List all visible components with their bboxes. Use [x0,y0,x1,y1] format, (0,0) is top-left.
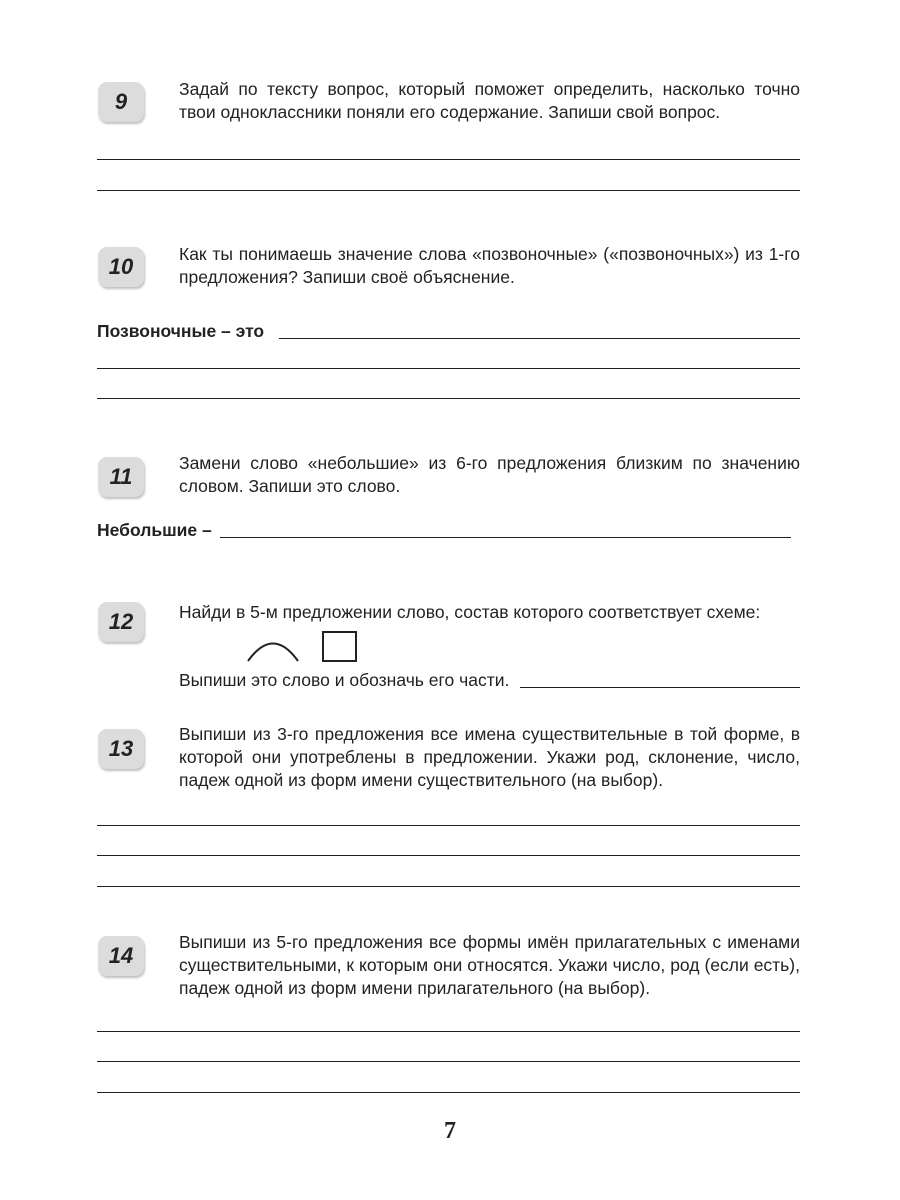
task-number: 14 [108,943,134,968]
answer-line[interactable] [279,338,800,339]
answer-line[interactable] [97,825,800,826]
task-text: Найди в 5-м предложении слово, состав которого соответствует схеме: [179,602,761,622]
task-number: 13 [108,736,134,761]
task-number-badge [98,247,144,287]
answer-line[interactable] [97,368,800,369]
task-number: 11 [109,464,133,489]
task-text: Выпиши из 5-го предложения все формы имён прилагательных с именами существительными, к которым они относятся. Укажи число, род (если есть), падеж одной из форм имени прилагательного (на выбор). [179,932,800,998]
task-text: Выпиши из 3-го предложения все имена существительные в той форме, в которой они употреблены в предложении. Укажи род, склонение, число, падеж одной из форм имени существительного (на выбор). [179,724,800,790]
task-text: Задай по тексту вопрос, который поможет определить, насколько точно твои одноклассники поняли его содержание. Запиши свой вопрос. [179,79,800,122]
task-number: 10 [108,254,134,279]
task-number-badge [98,729,144,769]
answer-line[interactable] [97,159,800,160]
answer-line[interactable] [520,687,800,688]
answer-line[interactable] [220,537,791,538]
task-number: 12 [108,609,134,634]
answer-line[interactable] [97,1031,800,1032]
answer-line[interactable] [97,855,800,856]
answer-line[interactable] [97,886,800,887]
task-text: Выпиши это слово и обозначь его части. [179,670,510,690]
task-text: Замени слово «небольшие» из 6-го предложения близким по значению словом. Запиши это слово. [179,453,800,496]
answer-line[interactable] [97,398,800,399]
task-number-badge [98,457,144,497]
task-number-badge [98,936,144,976]
task-text: Как ты понимаешь значение слова «позвоночные» («позвоночных») из 1-го предложения? Запиши своё объяснение. [179,244,800,287]
word-scheme [240,626,365,666]
task-number-badge [98,602,144,642]
root-arc-icon [248,644,298,662]
answer-line[interactable] [97,190,800,191]
answer-line[interactable] [97,1092,800,1093]
ending-square-icon [323,632,356,661]
answer-label: Небольшие – [97,520,212,540]
task-number: 9 [114,89,128,114]
answer-line[interactable] [97,1061,800,1062]
task-number-badge [98,82,144,122]
answer-label: Позвоночные – это [97,321,265,341]
page-number: 7 [444,1118,456,1144]
